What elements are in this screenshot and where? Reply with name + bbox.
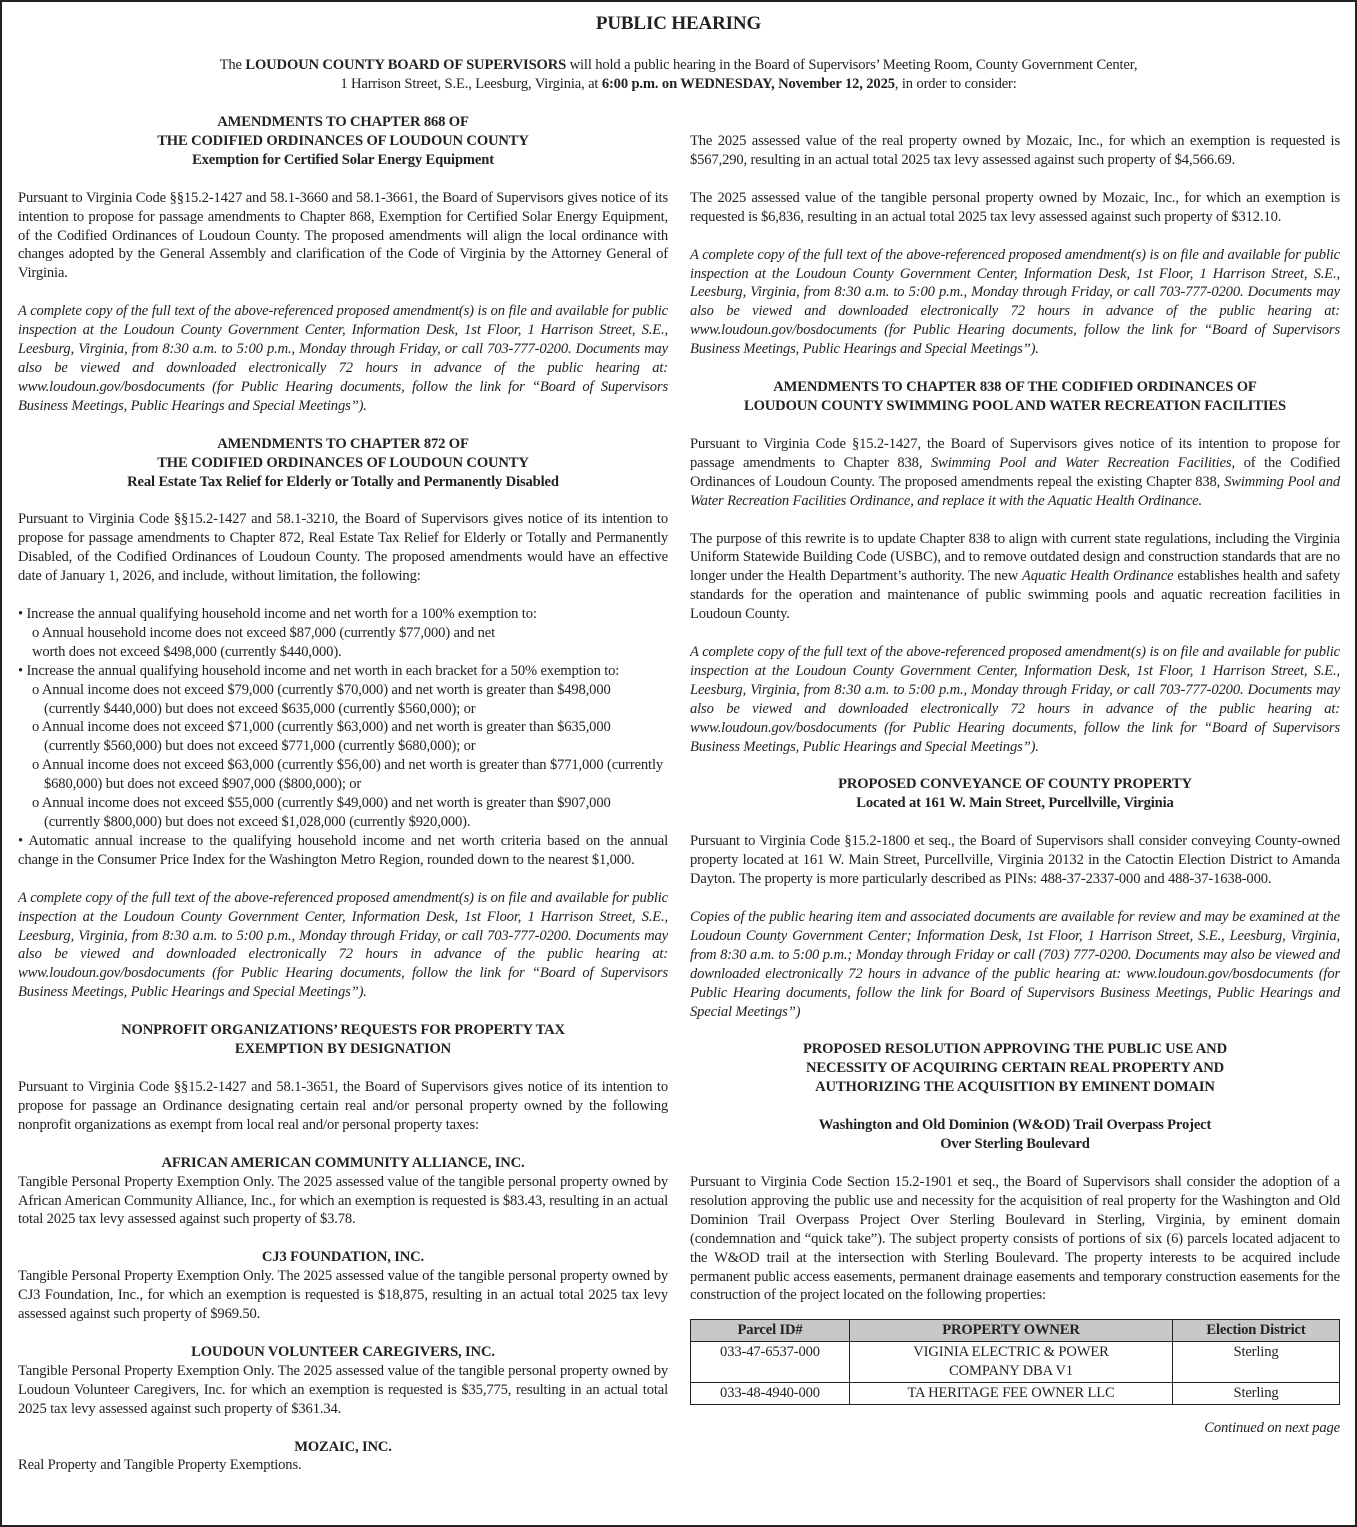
table-row	[691, 1342, 1340, 1383]
org-name: LOUDOUN VOLUNTEER CAREGIVERS, INC.	[191, 1343, 495, 1360]
heading-line: AMENDMENTS TO CHAPTER 868 OF	[217, 114, 469, 130]
heading-line: THE CODIFIED ORDINANCES OF LOUDOUN COUNTY	[157, 132, 529, 149]
hearing-datetime: 6:00 p.m. on WEDNESDAY, November 12, 2025	[601, 75, 895, 92]
section-heading-ch868	[18, 113, 668, 170]
section-heading-resolution	[690, 1040, 1340, 1097]
intro-text: 1 Harrison Street, S.E., Leesburg, Virginia, at	[340, 75, 602, 92]
conveyance-notice: Copies of the public hearing item and associated documents are available for review and may be examined at the Loudoun County Government Center; Information Desk, 1st Floor, 1 Harrison Street, S.E., Leesburg, Virginia, from 8:30 a.m. to 5:00 p.m.; Monday through Friday or call (703) 777-0200. Documents may also be viewed and downloaded electronically 72 hours in advance of the public hearing at: www.loudoun.gov/bosdocuments (for Public Hearing documents, follow the link for Board of Supervisors Business Meetings, Public Hearings and Special Meetings”)	[690, 909, 1340, 1020]
heading-line: Real Estate Tax Relief for Elderly or Totally and Permanently Disabled	[127, 473, 559, 490]
text: , of the Codified Ordinances of Loudoun County. The proposed amendments repeal the existing Chapter 838,	[690, 454, 1340, 490]
heading-line: THE CODIFIED ORDINANCES OF LOUDOUN COUNTY	[157, 454, 529, 471]
bullet: • Automatic annual increase to the qualifying household income and net worth criteria based on the annual change in the Consumer Price Index for the Washington Metro Region, rounded down to the nearest $1,000.	[18, 832, 668, 868]
org-name: AFRICAN AMERICAN COMMUNITY ALLIANCE, INC.	[161, 1154, 525, 1171]
text: Swimming Pool and Water Recreation Facilities	[930, 454, 1232, 471]
intro-text: , in order to consider:	[894, 75, 1017, 92]
parcel-id: 033-48-4940-000	[691, 1383, 850, 1405]
section-heading-ch838	[690, 378, 1340, 416]
board-name: LOUDOUN COUNTY BOARD OF SUPERVISORS	[245, 57, 567, 73]
sub-bullet: o Annual income does not exceed $63,000 (currently $56,00) and net worth is greater than $771,000 (currently $680,000) but does not exceed $907,000 ($800,000); or	[32, 757, 664, 793]
heading-line: NECESSITY OF ACQUIRING CERTAIN REAL PROPERTY AND	[805, 1060, 1225, 1077]
heading-line: Located at 161 W. Main Street, Purcellville, Virginia	[856, 795, 1174, 812]
mozaic-real-property: The 2025 assessed value of the real property owned by Mozaic, Inc., for which an exemption is requested is $567,290, resulting in an actual total 2025 tax levy assessed against such property of $4,566.69.	[690, 133, 1340, 168]
sub-bullet: o Annual income does not exceed $71,000 (currently $63,000) and net worth is greater than $635,000 (currently $560,000) but does not exceed $771,000 (currently $680,000); or	[32, 719, 611, 755]
org-name: CJ3 FOUNDATION, INC.	[261, 1249, 425, 1266]
org-text: Tangible Personal Property Exemption Only. The 2025 assessed value of the tangible personal property owned by CJ3 Foundation, Inc., for which an exemption is requested is $18,875, resulting in an actual total 2025 tax levy assessed against such property of $969.50.	[18, 1268, 668, 1323]
copy-notice: A complete copy of the full text of the above-referenced proposed amendment(s) is on file and available for public inspection at the Loudoun County Government Center, Information Desk, 1st Floor, 1 Harrison Street, S.E., Leesburg, Virginia, from 8:30 a.m. to 5:00 p.m., Monday through Friday, or call 703-777-0200. Documents may also be viewed and downloaded electronically 72 hours in advance of the public hearing at: www.loudoun.gov/bosdocuments (for Public Hearing documents, follow the link for “Board of Supervisors Business Meetings, Public Hearings and Special Meetings”).	[18, 303, 668, 414]
sub-bullet: o Annual income does not exceed $79,000 (currently $70,000) and net worth is greater than $498,000 (currently $440,000) but does not exceed $635,000 (currently $560,000); or	[32, 681, 611, 717]
resolution-body: Pursuant to Virginia Code Section 15.2-1901 et seq., the Board of Supervisors shall consider the adoption of a resolution approving the public use and necessity for the acquisition of real property for the Washington and Old Dominion Trail Overpass Project Over Sterling Boulevard in Sterling, Virginia, by eminent domain (condemnation and “quick take”). The subject property consists of portions of six (6) parcels located adjacent to the W&OD trail at the intersection with Sterling Boulevard. The property interests to be acquired include permanent public access easements, permanent drainage easements and temporary construction easements for the construction of the project located on the following properties:	[690, 1173, 1340, 1304]
continued-note: Continued on next page	[1204, 1419, 1340, 1436]
heading-line: AMENDMENTS TO CHAPTER 838 OF THE CODIFIED ORDINANCES OF	[773, 379, 1257, 396]
heading-line: PROPOSED RESOLUTION APPROVING THE PUBLIC USE AND	[803, 1041, 1227, 1058]
text: Swimming Pool and Water Recreation Facilities Ordinance, and replace it with the Aquatic Health Ordinance.	[690, 473, 1341, 509]
bullet: • Increase the annual qualifying household income and net worth for a 100% exemption to:	[18, 606, 537, 623]
election-district: Sterling	[1173, 1383, 1340, 1405]
section-heading-nonprofit	[18, 1021, 668, 1059]
right-column	[690, 132, 1340, 1438]
ch838-body	[690, 435, 1340, 511]
section-heading-conveyance	[690, 775, 1340, 813]
ch868-body: Pursuant to Virginia Code §§15.2-1427 and 58.1-3660 and 58.1-3661, the Board of Supervisors gives notice of its intention to propose for passage amendments to Chapter 868, Exemption for Certified Solar Energy Equipment, of the Codified Ordinances of Loudoun County. The proposed amendments will align the local ordinance with changes adopted by the General Assembly and clarification of the Code of Virginia by the Attorney General of Virginia.	[18, 189, 668, 282]
mozaic-tangible-property: The 2025 assessed value of the tangible personal property owned by Mozaic, Inc., for which an exemption is requested is $6,836, resulting in an actual total 2025 tax levy assessed against such property of $312.10.	[690, 189, 1340, 225]
project-heading	[690, 1116, 1340, 1154]
intro-text: The	[219, 57, 246, 73]
heading-line: AUTHORIZING THE ACQUISITION BY EMINENT DOMAIN	[815, 1079, 1215, 1096]
column-header: Election District	[1173, 1320, 1340, 1342]
text: establishes health and safety standards for the operation and maintenance of public swimming pools and aquatic recreation facilities in Loudoun County.	[690, 568, 1341, 623]
heading-line: AMENDMENTS TO CHAPTER 872 OF	[217, 435, 469, 452]
table-row	[691, 1383, 1340, 1405]
sub-bullet: o Annual household income does not exceed $87,000 (currently $77,000) and net	[32, 624, 496, 641]
org-name: MOZAIC, INC.	[294, 1438, 392, 1455]
parcel-table	[690, 1319, 1340, 1405]
property-owner: VIGINIA ELECTRIC & POWER COMPANY DBA V1	[850, 1342, 1173, 1383]
page-title: PUBLIC HEARING	[595, 13, 762, 34]
column-header: PROPERTY OWNER	[850, 1320, 1173, 1342]
section-heading-ch872	[18, 435, 668, 492]
election-district: Sterling	[1173, 1342, 1340, 1383]
conveyance-body: Pursuant to Virginia Code §15.2-1800 et seq., the Board of Supervisors shall consider conveying County-owned property located at 161 W. Main Street, Purcellville, Virginia 20132 in the Catoctin Election District to Amanda Dayton. The property is more particularly described as PINs: 488-37-2337-000 and 488-37-1638-000.	[690, 833, 1340, 888]
heading-line: NONPROFIT ORGANIZATIONS’ REQUESTS FOR PROPERTY TAX	[121, 1022, 565, 1039]
heading-line: LOUDOUN COUNTY SWIMMING POOL AND WATER RECREATION FACILITIES	[744, 397, 1286, 414]
sub-bullet: worth does not exceed $498,000 (currently $440,000).	[32, 643, 342, 660]
parcel-id: 033-47-6537-000	[691, 1342, 850, 1383]
bullet: • Increase the annual qualifying household income and net worth in each bracket for a 50% exemption to:	[18, 662, 620, 679]
heading-line: Washington and Old Dominion (W&OD) Trail Overpass Project	[818, 1117, 1212, 1134]
intro	[2, 56, 1355, 94]
org-text: Real Property and Tangible Property Exemptions.	[18, 1457, 302, 1474]
text: Aquatic Health Ordinance	[1022, 568, 1174, 585]
org-text: Tangible Personal Property Exemption Only. The 2025 assessed value of the tangible personal property owned by Loudoun Volunteer Caregivers, Inc. for which an exemption is requested is $35,775, resulting in an actual total 2025 tax levy assessed against such property of $361.34.	[18, 1362, 668, 1417]
copy-notice: A complete copy of the full text of the above-referenced proposed amendment(s) is on file and available for public inspection at the Loudoun County Government Center, Information Desk, 1st Floor, 1 Harrison Street, S.E., Leesburg, Virginia, from 8:30 a.m. to 5:00 p.m., Monday through Friday, or call 703-777-0200. Documents may also be viewed and downloaded electronically 72 hours in advance of the public hearing at: www.loudoun.gov/bosdocuments (for Public Hearing documents, follow the link for “Board of Supervisors Business Meetings, Public Hearings and Special Meetings”).	[18, 889, 668, 1001]
nonprofit-body: Pursuant to Virginia Code §§15.2-1427 and 58.1-3651, the Board of Supervisors gives notice of its intention to propose for passage an Ordinance designating certain real and/or personal property owned by the following nonprofit organizations as exempt from local real and/or personal property taxes:	[18, 1078, 668, 1133]
heading-line: EXEMPTION BY DESIGNATION	[234, 1041, 452, 1058]
ch838-purpose	[690, 530, 1340, 625]
column-header: Parcel ID#	[691, 1320, 850, 1342]
text: Pursuant to Virginia Code §15.2-1427, the Board of Supervisors gives notice of its intention to propose for passage amendments to Chapter 838,	[690, 435, 1340, 471]
sub-bullet: o Annual income does not exceed $55,000 (currently $49,000) and net worth is greater than $907,000 (currently $800,000) but does not exceed $1,028,000 (currently $920,000).	[32, 795, 611, 830]
left-column	[18, 113, 668, 1494]
heading-line: Exemption for Certified Solar Energy Equipment	[192, 151, 494, 168]
property-owner: TA HERITAGE FEE OWNER LLC	[850, 1383, 1173, 1405]
intro-text: will hold a public hearing in the Board of Supervisors’ Meeting Room, County Government Center,	[566, 57, 1138, 73]
heading-line: Over Sterling Boulevard	[940, 1136, 1090, 1153]
copy-notice: A complete copy of the full text of the above-referenced proposed amendment(s) is on file and available for public inspection at the Loudoun County Government Center, Information Desk, 1st Floor, 1 Harrison Street, S.E., Leesburg, Virginia, from 8:30 a.m. to 5:00 p.m., Monday through Friday, or call 703-777-0200. Documents may also be viewed and downloaded electronically 72 hours in advance of the public hearing at: www.loudoun.gov/bosdocuments (for Public Hearing documents, follow the link for “Board of Supervisors Business Meetings, Public Hearings and Special Meetings”).	[690, 644, 1340, 755]
ch872-body: Pursuant to Virginia Code §§15.2-1427 and 58.1-3210, the Board of Supervisors gives notice of its intention to propose for passage amendments to Chapter 872, Real Estate Tax Relief for Elderly or Totally and Permanently Disabled, of the Codified Ordinances of Loudoun County. The proposed amendments would have an effective date of January 1, 2026, and include, without limitation, the following:	[18, 511, 668, 585]
text: The purpose of this rewrite is to update Chapter 838 to align with current state regulations, including the Virginia Uniform Statewide Building Code (USBC), and to remove outdated design and construction standards that are no longer under the Health Department’s authority. The new	[690, 530, 1340, 585]
heading-line: PROPOSED CONVEYANCE OF COUNTY PROPERTY	[838, 776, 1192, 793]
org-text: Tangible Personal Property Exemption Only. The 2025 assessed value of the tangible personal property owned by African American Community Alliance, Inc., for which an exemption is requested is $83.43, resulting in an actual total 2025 tax levy assessed against such property of $3.78.	[18, 1173, 668, 1228]
copy-notice: A complete copy of the full text of the above-referenced proposed amendment(s) is on file and available for public inspection at the Loudoun County Government Center, Information Desk, 1st Floor, 1 Harrison Street, S.E., Leesburg, Virginia, from 8:30 a.m. to 5:00 p.m., Monday through Friday, or call 703-777-0200. Documents may also be viewed and downloaded electronically 72 hours in advance of the public hearing at: www.loudoun.gov/bosdocuments (for Public Hearing documents, follow the link for “Board of Supervisors Business Meetings, Public Hearings and Special Meetings”).	[690, 246, 1340, 358]
